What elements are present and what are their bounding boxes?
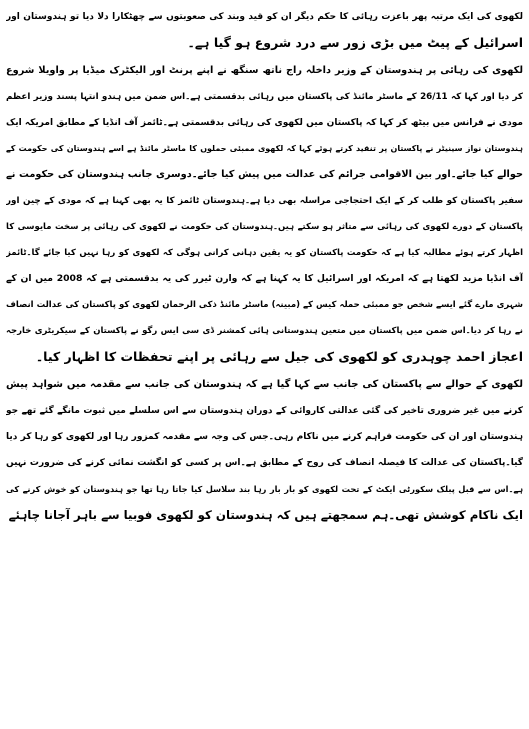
text-line: نے رہا کر دیا۔اس ضمن میں پاکستان میں متعین ہندوستانی ہائی کمشنر ڈی سی ایس رگو نے پاکستان کے سیکریٹری خارجہ xyxy=(6,326,523,336)
text-line: ہے۔اس سے قبل پبلک سکورٹی ایکٹ کے تحت لکھوی کو بار بار رہا بند سلاسل کیا جاتا رہا تھا جو ہندوستان کو خوش کرنے کی xyxy=(6,484,523,494)
text-line: اسرائیل کے پیٹ میں بڑی زور سے درد شروع ہو گیا ہے۔ xyxy=(187,35,523,50)
text-line: آف انڈیا مزید لکھتا ہے کہ امریکہ اور اسرائیل کا یہ کہنا ہے کہ وارن ٹیرر کی یہ بدقسمتی ہے کہ 2008 میں ان کے xyxy=(6,273,523,284)
paragraph-pakistan-response xyxy=(6,372,523,528)
text-line: لکھوی کی ایک مرتبہ پھر باعزت رہائی کا حکم دیگر ان کو قید وبند کی صعوبتوں سے چھٹکارا دلا دیا تو ہندوستان اور xyxy=(6,12,523,22)
paragraph-reactions xyxy=(6,58,523,370)
text-line: ہندوستان نواز سینیٹر نے پاکستان پر تنقید کرتے ہوئے کہا کہ لکھوی ممبئی حملوں کا ماسٹر مائنڈ ہے اسے ہندوستان کی حکومت کے xyxy=(6,144,523,153)
text-line: لکھوی کی رہائی پر ہندوستان کے وزیر داخلہ راج ناتھ سنگھ نے اپنے پرنٹ اور الیکٹرک میڈیا پر واویلا شروع xyxy=(6,65,523,76)
text-line: گیا۔پاکستان کی عدالت کا فیصلہ انصاف کی روح کے مطابق ہے۔اس پر کسی کو انگشت نمائی کرنے کی ضرورت نہیں xyxy=(6,458,523,468)
text-line: شہری مارے گئے ایسے شخص جو ممبئی حملہ کیس کے (مبینہ) ماسٹر مائنڈ ذکی الرحمان لکھوی کو پاکستان کی عدالت انصاف xyxy=(6,300,523,310)
paragraph-intro xyxy=(6,4,523,56)
text-line: کر دیا اور کہا کہ 26/11 کے ماسٹر مائنڈ کی پاکستان میں رہائی بدقسمتی ہے۔اس ضمن میں ہندو انتہا پسند وزیر اعظم xyxy=(6,92,523,102)
text-line: اعجاز احمد چوہدری کو لکھوی کی جیل سے رہائی پر اپنے تحفظات کا اظہار کیا۔ xyxy=(35,349,523,364)
text-line: حوالے کیا جائے۔اور بین الاقوامی جرائم کی عدالت میں پیش کیا جائے۔دوسری جانب ہندوستان کی حکومت نے xyxy=(6,169,523,180)
text-line: ہندوستان اور ان کی حکومت فراہم کرنے میں ناکام رہی۔جس کی وجہ سے مقدمہ کمزور رہا اور لکھوی کو رہا کر دیا xyxy=(6,432,523,442)
text-line: کرنے میں غیر ضروری تاخیر کی گئی عدالتی کاروائی کے دوران ہندوستان سے اس سلسلے میں ثبوت مانگے گئے تھے جو xyxy=(6,406,523,416)
text-line: اظہار کرتے ہوئے مطالبہ کیا ہے کہ حکومت پاکستان کو یہ یقین دہانی کرانی ہوگی کہ لکھوی کو رہا نہیں کیا جائے گا۔ٹائمز xyxy=(6,248,523,258)
text-line: مودی نے فرانس میں بیٹھ کر کہا کہ پاکستان میں لکھوی کی رہائی بدقسمتی ہے۔ٹائمز آف انڈیا کے مطابق امریکہ ایک xyxy=(6,118,523,128)
text-line: پاکستان کے دورے لکھوی کی رہائی سے متاثر ہو سکتے ہیں۔ہندوستان کی حکومت نے لکھوی کی رہائی پر سخت مایوسی کا xyxy=(6,222,523,232)
text-line: سفیر پاکستان کو طلب کر کے ایک احتجاجی مراسلہ بھی دیا ہے۔ہندوستان ٹائمز کا یہ بھی کہنا ہے کہ مودی کے چین اور xyxy=(6,196,523,206)
text-line: لکھوی کے حوالے سے پاکستان کی جانب سے کہا گیا ہے کہ ہندوستان کی جانب سے مقدمہ میں شواہد پیش xyxy=(6,379,523,390)
text-line: ایک ناکام کوشش تھی۔ہم سمجھتے ہیں کہ ہندوستان کو لکھوی فوبیا سے باہر آجانا چاہئے xyxy=(8,508,523,522)
